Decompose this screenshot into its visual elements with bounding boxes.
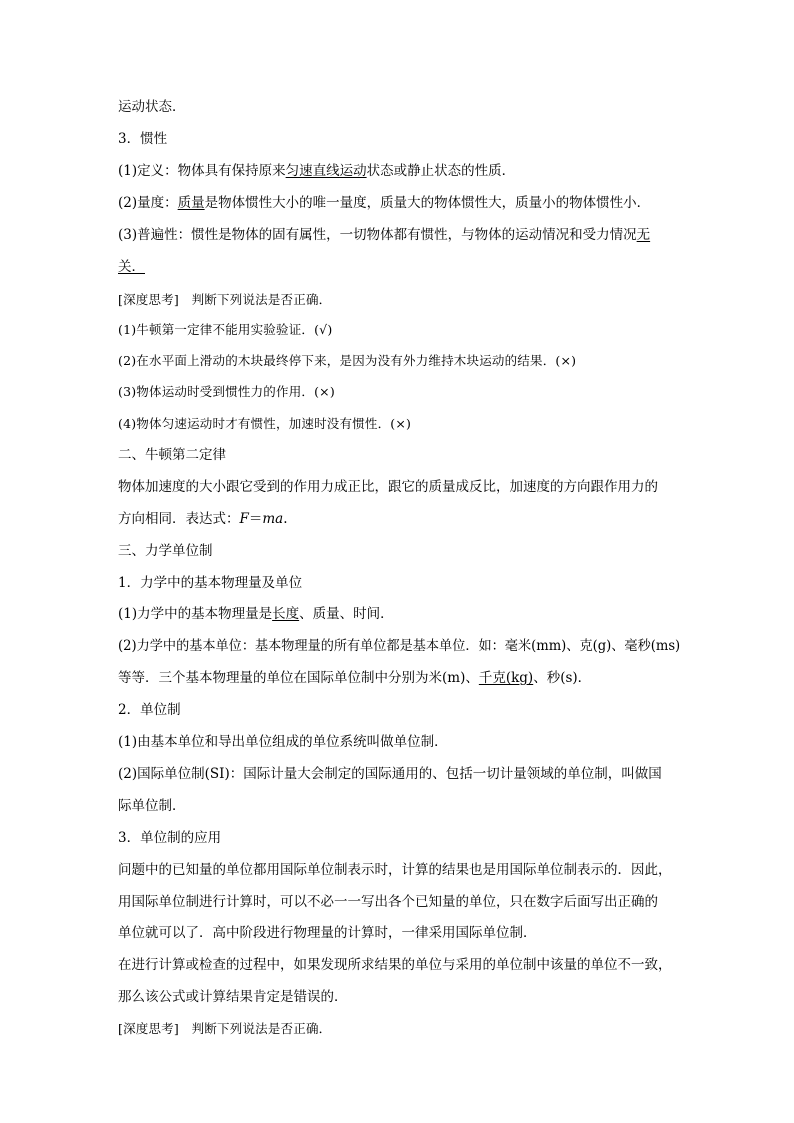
- judgment-item: [118, 383, 335, 401]
- text-fragment: (1)定义：物体具有保持原来: [118, 163, 286, 179]
- section-heading: [118, 574, 302, 592]
- text-fragment: 1．力学中的基本物理量及单位: [118, 575, 303, 591]
- paragraph-line: [118, 98, 186, 116]
- paragraph-line: [118, 733, 448, 751]
- text-fragment: .: [283, 511, 288, 527]
- text-fragment: 等等．三个基本物理量的单位在国际单位制中分别为米(m)、: [118, 670, 479, 686]
- paragraph-line: [118, 226, 650, 244]
- text-fragment: 二、牛顿第二定律: [118, 447, 226, 463]
- text-fragment: 状态或静止状态的性质．: [366, 163, 516, 179]
- paragraph-line: [118, 765, 662, 783]
- text-fragment: (2)量度：: [118, 195, 178, 211]
- text-fragment: 2．单位制: [118, 702, 181, 718]
- deep-thinking-heading: [118, 1020, 331, 1038]
- text-fragment: (1)力学中的基本物理量是: [118, 606, 273, 622]
- paragraph-line: [118, 162, 515, 180]
- text-fragment: 际单位制．: [118, 798, 186, 814]
- formula-variable: ma: [262, 511, 284, 527]
- paragraph-line: [118, 797, 186, 815]
- text-fragment: 问题中的已知量的单位都用国际单位制表示时，计算的结果也是用国际单位制表示的．因此，: [118, 862, 672, 878]
- text-fragment: (1)牛顿第一定律不能用实验验证．(√): [118, 322, 333, 337]
- text-fragment: 在进行计算或检查的过程中，如果发现所求结果的单位与采用的单位制中该量的单位不一致，: [118, 957, 672, 973]
- paragraph-line: [118, 861, 672, 879]
- text-fragment: 、秒(s)．: [533, 670, 592, 686]
- text-fragment: 3．惯性: [118, 131, 168, 147]
- paragraph-line: [118, 478, 658, 496]
- text-fragment: ＝: [248, 511, 263, 527]
- paragraph-line: [118, 258, 145, 276]
- section-heading: [118, 701, 181, 719]
- text-fragment: 、质量、时间．: [299, 606, 394, 622]
- text-fragment: 运动状态．: [118, 99, 186, 115]
- text-fragment: [深度思考] 判断下列说法是否正确．: [118, 1021, 332, 1036]
- paragraph-line: [118, 510, 288, 528]
- formula-variable: F: [239, 511, 249, 527]
- text-fragment: (2)在水平面上滑动的木块最终停下来，是因为没有外力维持木块运动的结果．(×): [118, 353, 577, 368]
- section-heading: [118, 130, 167, 148]
- section-heading: [118, 829, 221, 847]
- deep-thinking-heading: [118, 291, 331, 309]
- underlined-answer: 千克(kg): [478, 670, 534, 686]
- paragraph-line: [118, 893, 658, 911]
- paragraph-line: [118, 194, 650, 212]
- paragraph-line: [118, 956, 672, 974]
- judgment-item: [118, 321, 332, 339]
- text-fragment: [深度思考] 判断下列说法是否正确．: [118, 292, 332, 307]
- section-heading: [118, 446, 226, 464]
- paragraph-line: [118, 637, 680, 655]
- text-fragment: 那么该公式或计算结果肯定是错误的．: [118, 989, 348, 1005]
- text-fragment: 单位就可以了．高中阶段进行物理量的计算时，一律采用国际单位制．: [118, 925, 537, 941]
- text-fragment: (3)普遍性：惯性是物体的固有属性，一切物体都有惯性，与物体的运动情况和受力情况: [118, 227, 637, 243]
- paragraph-line: [118, 605, 394, 623]
- text-fragment: (4)物体匀速运动时才有惯性，加速时没有惯性．(×): [118, 416, 412, 431]
- text-fragment: (3)物体运动时受到惯性力的作用．(×): [118, 384, 335, 399]
- section-heading: [118, 542, 213, 560]
- underlined-answer: 长度: [272, 606, 300, 622]
- text-fragment: 三、力学单位制: [118, 543, 213, 559]
- text-fragment: 物体加速度的大小跟它受到的作用力成正比，跟它的质量成反比，加速度的方向跟作用力的: [118, 479, 658, 495]
- paragraph-line: [118, 988, 348, 1006]
- text-fragment: (1)由基本单位和导出单位组成的单位系统叫做单位制．: [118, 734, 448, 750]
- text-fragment: 是物体惯性大小的唯一量度，质量大的物体惯性大，质量小的物体惯性小．: [204, 195, 651, 211]
- judgment-item: [118, 352, 576, 370]
- underlined-answer: 质量: [177, 195, 205, 211]
- underlined-answer: 无: [636, 227, 651, 243]
- text-fragment: 3．单位制的应用: [118, 830, 222, 846]
- paragraph-line: [118, 669, 591, 687]
- judgment-item: [118, 415, 411, 433]
- underlined-answer: 匀速直线运动: [285, 163, 367, 179]
- text-fragment: (2)国际单位制(SI)：国际计量大会制定的国际通用的、包括一切计量领域的单位制，叫做国: [118, 766, 662, 782]
- paragraph-line: [118, 924, 537, 942]
- text-fragment: 方向相同．表达式：: [118, 511, 240, 527]
- text-fragment: 用国际单位制进行计算时，可以不必一一写出各个已知量的单位，只在数字后面写出正确的: [118, 894, 658, 910]
- text-fragment: (2)力学中的基本单位：基本物理量的所有单位都是基本单位．如：毫米(mm)、克(g)、毫秒(ms): [118, 638, 681, 654]
- underlined-answer: 关．: [118, 259, 145, 275]
